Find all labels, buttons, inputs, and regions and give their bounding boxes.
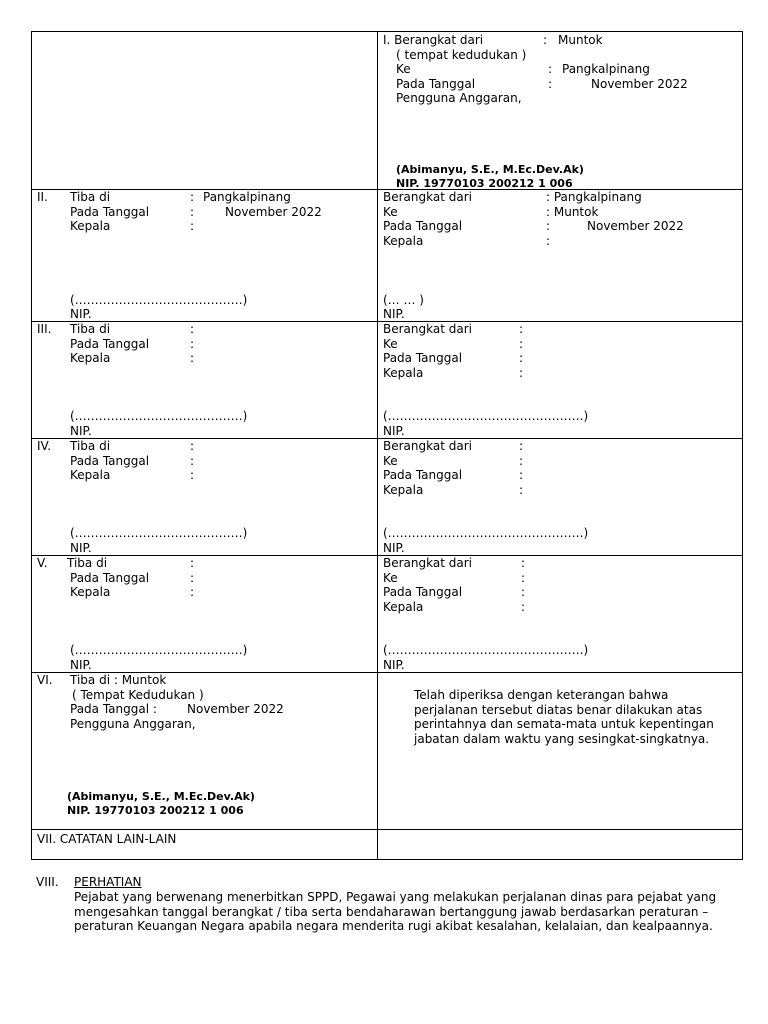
s6-sign-nip: NIP. 19770103 200212 1 006 bbox=[67, 804, 244, 817]
s1-sign-name: (Abimanyu, S.E., M.Ec.Dev.Ak) bbox=[396, 163, 584, 176]
s2-tiba-label: Tiba di bbox=[70, 190, 111, 204]
s7-label: VII. CATATAN LAIN-LAIN bbox=[37, 832, 177, 846]
s3-kepala-label: Kepala bbox=[70, 351, 111, 365]
s4-date-label: Pada Tanggal bbox=[70, 454, 150, 468]
s3-right-kepala-label: Kepala bbox=[383, 366, 424, 380]
s2-num: II. bbox=[37, 190, 48, 204]
s5-right-nip: NIP. bbox=[383, 658, 405, 672]
s5-colon: : bbox=[521, 585, 526, 599]
s1-heading: I. Berangkat dari bbox=[383, 33, 484, 47]
s3-colon: : bbox=[519, 337, 524, 351]
s5-colon: : bbox=[190, 571, 195, 585]
s3-colon: : bbox=[190, 322, 195, 336]
s6-tiba: Tiba di : Muntok bbox=[70, 673, 167, 687]
s1-ke-label: Ke bbox=[396, 62, 411, 76]
s2-right-kepala-label: Kepala bbox=[383, 234, 424, 248]
column-divider bbox=[377, 32, 378, 859]
s5-right-kepala-label: Kepala bbox=[383, 600, 424, 614]
s2-right-date-value: November 2022 bbox=[587, 219, 684, 233]
s4-right-date-label: Pada Tanggal bbox=[383, 468, 463, 482]
s4-colon: : bbox=[519, 439, 524, 453]
s2-right-date-label: Pada Tanggal bbox=[383, 219, 463, 233]
s1-sign-nip: NIP. 19770103 200212 1 006 bbox=[396, 177, 573, 190]
s4-colon: : bbox=[519, 483, 524, 497]
s5-colon: : bbox=[521, 600, 526, 614]
s1-date-label: Pada Tanggal bbox=[396, 77, 476, 91]
s1-ke-value: Pangkalpinang bbox=[562, 62, 650, 76]
s5-num: V. bbox=[37, 556, 48, 570]
s4-colon: : bbox=[519, 468, 524, 482]
s5-colon: : bbox=[521, 571, 526, 585]
s4-left-nip: NIP. bbox=[70, 541, 92, 555]
s2-right-ke-value: : Muntok bbox=[546, 205, 599, 219]
s1-role: Pengguna Anggaran, bbox=[396, 91, 522, 105]
s2-right-from-value: : Pangkalpinang bbox=[546, 190, 642, 204]
s2-left-nip: NIP. bbox=[70, 307, 92, 321]
s5-tiba-label: Tiba di bbox=[67, 556, 108, 570]
s5-kepala-label: Kepala bbox=[70, 585, 111, 599]
s4-right-from-label: Berangkat dari bbox=[383, 439, 472, 453]
s6-role: Pengguna Anggaran, bbox=[70, 717, 196, 731]
s1-ke-colon: : bbox=[548, 62, 553, 76]
s3-right-from-label: Berangkat dari bbox=[383, 322, 472, 336]
s5-colon: : bbox=[190, 585, 195, 599]
s8-num: VIII. bbox=[36, 875, 59, 889]
s3-right-sign: (………………………………………….) bbox=[383, 409, 589, 423]
s4-kepala-label: Kepala bbox=[70, 468, 111, 482]
s2-date-value: November 2022 bbox=[225, 205, 322, 219]
s2-kepala-label: Kepala bbox=[70, 219, 111, 233]
s4-colon: : bbox=[190, 454, 195, 468]
s3-tiba-label: Tiba di bbox=[70, 322, 111, 336]
s5-left-sign: (……………………………………) bbox=[70, 643, 248, 657]
s6-date-value: November 2022 bbox=[187, 702, 284, 716]
s4-tiba-label: Tiba di bbox=[70, 439, 111, 453]
s3-left-nip: NIP. bbox=[70, 424, 92, 438]
s5-colon: : bbox=[190, 556, 195, 570]
s5-right-date-label: Pada Tanggal bbox=[383, 585, 463, 599]
s5-right-ke-label: Ke bbox=[383, 571, 398, 585]
s4-right-sign: (………………………………………….) bbox=[383, 526, 589, 540]
s1-date-colon: : bbox=[548, 77, 553, 91]
s2-right-from-label: Berangkat dari bbox=[383, 190, 472, 204]
s3-right-ke-label: Ke bbox=[383, 337, 398, 351]
s3-num: III. bbox=[37, 322, 52, 336]
s6-verification-text: Telah diperiksa dengan keterangan bahwa perjalanan tersebut diatas benar dilakukan atas perintahnya dan semata-mata untuk kepentingan jabatan dalam waktu yang sesingkat-singkatnya. bbox=[414, 688, 714, 746]
s1-from-value: Muntok bbox=[558, 33, 603, 47]
s2-colon: : bbox=[546, 219, 551, 233]
s4-colon: : bbox=[190, 468, 195, 482]
s4-right-ke-label: Ke bbox=[383, 454, 398, 468]
s6-sub: ( Tempat Kedudukan ) bbox=[72, 688, 204, 702]
s1-colon: : bbox=[543, 33, 548, 47]
s3-colon: : bbox=[519, 351, 524, 365]
row-divider bbox=[32, 829, 742, 830]
s4-right-nip: NIP. bbox=[383, 541, 405, 555]
s3-colon: : bbox=[519, 366, 524, 380]
s4-left-sign: (……………………………………) bbox=[70, 526, 248, 540]
sppd-back-form bbox=[31, 31, 743, 860]
s4-right-kepala-label: Kepala bbox=[383, 483, 424, 497]
s2-colon: : bbox=[546, 234, 551, 248]
s3-right-nip: NIP. bbox=[383, 424, 405, 438]
s2-right-nip: NIP. bbox=[383, 307, 405, 321]
s2-right-ke-label: Ke bbox=[383, 205, 398, 219]
s5-left-nip: NIP. bbox=[70, 658, 92, 672]
s1-date-value: November 2022 bbox=[591, 77, 688, 91]
s3-colon: : bbox=[519, 322, 524, 336]
s2-colon: : bbox=[190, 190, 195, 204]
s5-date-label: Pada Tanggal bbox=[70, 571, 150, 585]
s5-right-from-label: Berangkat dari bbox=[383, 556, 472, 570]
s3-colon: : bbox=[190, 337, 195, 351]
s2-left-sign: (……………………………………) bbox=[70, 293, 248, 307]
s2-tiba-value: Pangkalpinang bbox=[203, 190, 291, 204]
s3-right-date-label: Pada Tanggal bbox=[383, 351, 463, 365]
s8-text: Pejabat yang berwenang menerbitkan SPPD, Pegawai yang melakukan perjalanan dinas para pejabat yang mengesahkan tanggal berangkat / tiba serta bendaharawan bertanggung jawab berdasarkan peraturan – peraturan Keuangan Negara apabila negara menderita rugi akibat kesalahan, kelalaian, dan kealpaannya. bbox=[74, 890, 717, 933]
s3-date-label: Pada Tanggal bbox=[70, 337, 150, 351]
s4-colon: : bbox=[519, 454, 524, 468]
s6-sign-name: (Abimanyu, S.E., M.Ec.Dev.Ak) bbox=[67, 790, 255, 803]
s2-date-label: Pada Tanggal bbox=[70, 205, 150, 219]
s6-date-label: Pada Tanggal : bbox=[70, 702, 157, 716]
s8-title: PERHATIAN bbox=[74, 875, 142, 889]
s5-colon: : bbox=[521, 556, 526, 570]
s3-colon: : bbox=[190, 351, 195, 365]
s2-colon: : bbox=[190, 219, 195, 233]
s2-right-sign: (… … ) bbox=[383, 293, 424, 307]
s6-num: VI. bbox=[37, 673, 53, 687]
s5-right-sign: (………………………………………….) bbox=[383, 643, 589, 657]
s4-num: IV. bbox=[37, 439, 52, 453]
s4-colon: : bbox=[190, 439, 195, 453]
s2-colon: : bbox=[190, 205, 195, 219]
s1-sub: ( tempat kedudukan ) bbox=[396, 48, 527, 62]
s3-left-sign: (……………………………………) bbox=[70, 409, 248, 423]
